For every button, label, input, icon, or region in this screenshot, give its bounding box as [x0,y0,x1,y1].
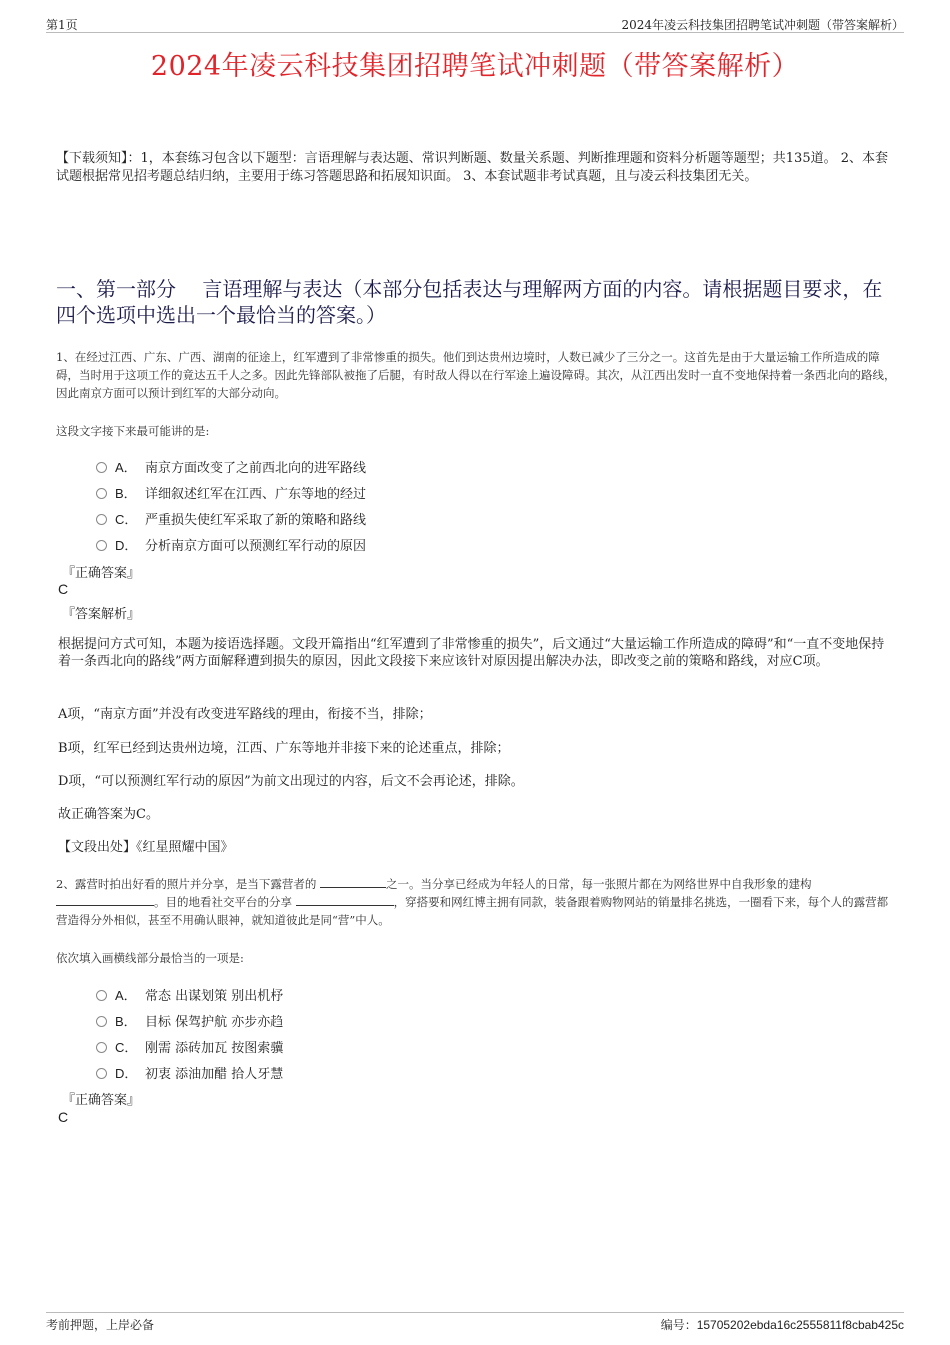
option-c[interactable]: C． 刚需 添砖加瓦 按图索骥 [96,1033,283,1059]
question-1-text: 1、在经过江西、广东、广西、湖南的征途上，红军遭到了非常惨重的损失。他们到达贵州边境时，人数已减少了三分之一。这首先是由于大量运输工作所造成的障碍，当时用于这项工作的竟达五千人之多。因此先锋部队被拖了后腿，有时敌人得以在行军途上遍设障碍。其次，从江西出发时一直不变地保持着一条西北向的路线，因此南京方面可以预计到红军的大部分动向。 [56,350,896,400]
answer-label: 『正确答案』 [62,1093,141,1108]
analysis-label: 『答案解析』 [62,607,141,622]
radio-icon[interactable] [96,1016,107,1027]
analysis-option-a: A项，“南京方面”并没有改变进军路线的理由，衔接不当，排除； [58,707,432,722]
radio-icon[interactable] [96,514,107,525]
header-doc-title: 2024年凌云科技集团招聘笔试冲刺题（带答案解析） [621,18,904,32]
footer-serial: 编号：15705202ebda16c2555811f8cbab425c [660,1318,904,1332]
blank-2 [56,894,154,906]
page-number: 第1页 [46,18,78,32]
analysis-conclusion: 故正确答案为C。 [58,807,159,822]
question-1-options [96,453,366,557]
option-b[interactable]: B． 详细叙述红军在江西、广东等地的经过 [96,479,366,505]
blank-3 [296,894,394,906]
option-a[interactable]: A． 常态 出谋划策 别出机杼 [96,981,283,1007]
download-notice: 【下载须知】：1，本套练习包含以下题型：言语理解与表达题、常识判断题、数量关系题、判断推理题和资料分析题等题型；共135道。 2、本套试题根据常见招考题总结归纳，主要用于练习答题思路和拓展知识面。 3、本套试题非考试真题，且与凌云科技集团无关。 [56,151,888,184]
blank-1 [320,876,386,888]
answer-label: 『正确答案』 [62,566,141,581]
radio-icon[interactable] [96,462,107,473]
radio-icon[interactable] [96,1042,107,1053]
option-d[interactable]: D． 分析南京方面可以预测红军行动的原因 [96,531,366,557]
section-heading: 一、第一部分 言语理解与表达（本部分包括表达与理解两方面的内容。请根据题目要求，在四个选项中选出一个最恰当的答案。） [56,277,883,327]
page-footer [46,1312,904,1332]
analysis-paragraph: 根据提问方式可知，本题为接语选择题。文段开篇指出“红军遭到了非常惨重的损失”，后文通过“大量运输工作所造成的障碍”和“一直不变地保持着一条西北向的路线”两方面解释遭到损失的原因，因此文段接下来应该针对原因提出解决办法，即改变之前的策略和路线，对应C项。 [58,637,885,669]
document-title: 2024年凌云科技集团招聘笔试冲刺题（带答案解析） [150,51,800,82]
footer-slogan: 考前押题，上岸必备 [46,1318,155,1332]
radio-icon[interactable] [96,990,107,1001]
answer-value: C [58,1109,69,1125]
option-a[interactable]: A． 南京方面改变了之前西北向的进军路线 [96,453,366,479]
option-c[interactable]: C． 严重损失使红军采取了新的策略和路线 [96,505,366,531]
text-source: 【文段出处】《红星照耀中国》 [58,840,234,855]
radio-icon[interactable] [96,1068,107,1079]
analysis-option-d: D项，“可以预测红军行动的原因”为前文出现过的内容，后文不会再论述，排除。 [58,774,524,789]
question-1-ask: 这段文字接下来最可能讲的是: [56,424,210,438]
option-b[interactable]: B． 目标 保驾护航 亦步亦趋 [96,1007,283,1033]
question-2-text: 2、露营时拍出好看的照片并分享，是当下露营者的 之一。当分享已经成为年轻人的日常，每一张照片都在为网络世界中自我形象的建构 。目的地看社交平台的分享 ，穿搭要和网红博主拥有同款，装备跟着购物网站的销量排名挑选，一圈看下来，每个人的露营都营造得分外相似，甚至不用确认眼神，就知道彼此是同“营”中人。 [56,877,889,927]
option-d[interactable]: D． 初衷 添油加醋 拾人牙慧 [96,1059,283,1085]
radio-icon[interactable] [96,488,107,499]
question-2-ask: 依次填入画横线部分最恰当的一项是: [56,951,244,965]
analysis-option-b: B项，红军已经到达贵州边境，江西、广东等地并非接下来的论述重点，排除； [58,741,510,756]
page-header [46,14,904,33]
radio-icon[interactable] [96,540,107,551]
answer-value: C [58,581,69,597]
question-2-options [96,981,283,1085]
